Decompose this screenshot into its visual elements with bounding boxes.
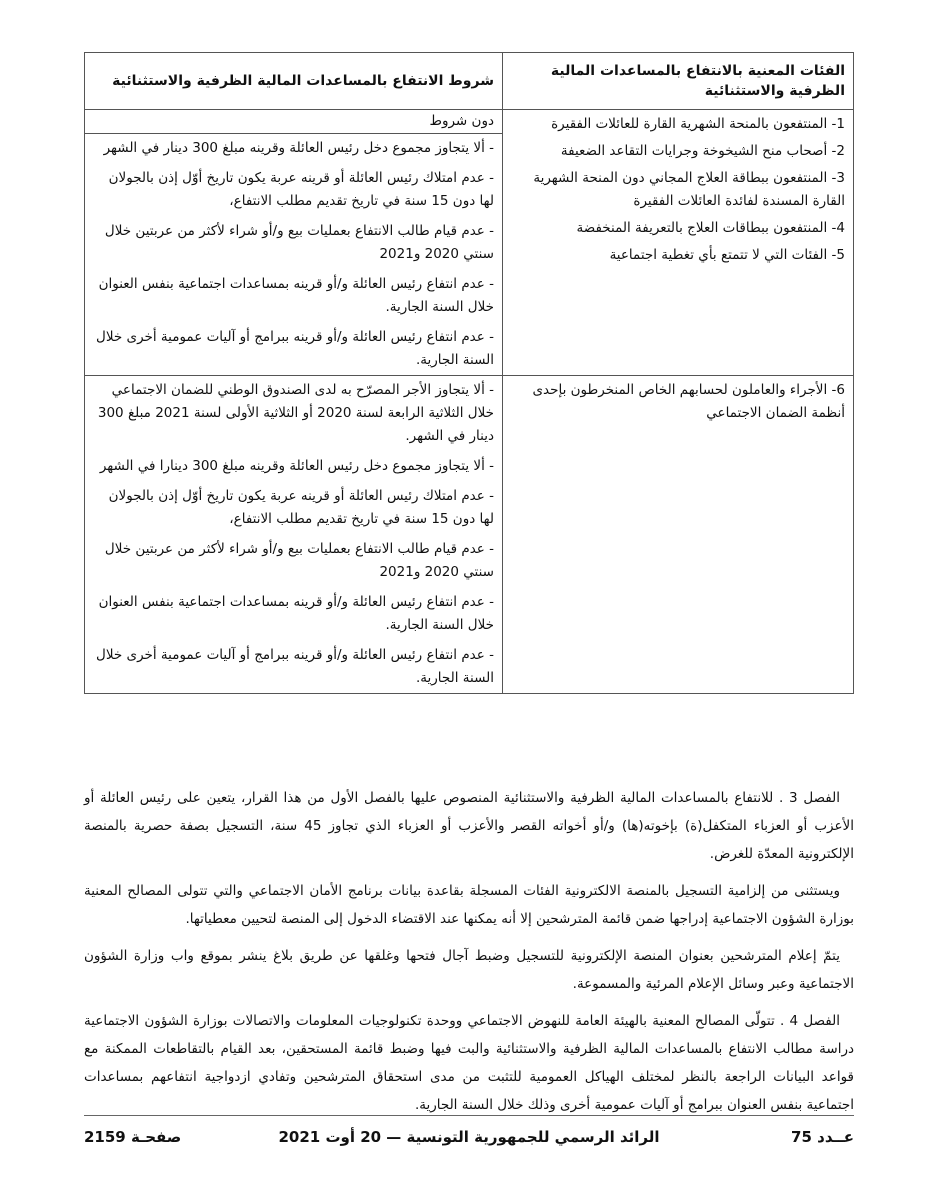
article-paragraph: الفصل 3 . للانتفاع بالمساعدات المالية الظرفية والاستثنائية المنصوص عليها بالفصل الأول من هذا القرار، يتعين على رئيس العائلة أو الأعزب أو العزباء المتكفل(ة) بإخوته(ها) و/أو أخواته القصر والأعزب أو العزباء الذي تجاوز 45 سنة، التسجيل بصفة حصرية بالمنصة الإلكترونية المعدّة للغرض.: [84, 790, 854, 862]
article-paragraph: ويستثنى من إلزامية التسجيل بالمنصة الالكترونية الفئات المسجلة بقاعدة بيانات برنامج الأمان الاجتماعي والتي تتولى المصالح المعنية بوزارة الشؤون الاجتماعية إدراجها ضمن قائمة المترشحين إلا أنه يمكنها عند الاقتضاء الدخول إلى المنصة لتحيين معطياتها.: [84, 883, 854, 927]
page-footer: [84, 1122, 854, 1152]
issue-number: عــدد 75: [791, 1128, 854, 1146]
footer-divider: [84, 1115, 854, 1116]
category-item: 1- المنتفعون بالمنحة الشهرية القارة للعائلات الفقيرة: [551, 116, 845, 132]
condition-item: - ألا يتجاوز مجموع دخل رئيس العائلة وقرينه مبلغ 300 دينار في الشهر: [103, 140, 494, 156]
conditions-cell: [85, 110, 503, 376]
condition-item: - ألا يتجاوز مجموع دخل رئيس العائلة وقرينه مبلغ 300 دينارا في الشهر: [99, 458, 494, 474]
condition-item: - عدم انتفاع رئيس العائلة و/أو قرينه بمساعدات اجتماعية بنفس العنوان خلال السنة الجارية.: [98, 276, 494, 315]
eligibility-table: [84, 52, 854, 694]
condition-item: - عدم انتفاع رئيس العائلة و/أو قرينه بمساعدات اجتماعية بنفس العنوان خلال السنة الجارية.: [98, 594, 494, 633]
condition-item: - ألا يتجاوز الأجر المصرّح به لدى الصندوق الوطني للضمان الاجتماعي خلال الثلاثية الرابعة لسنة 2020 أو الثلاثية الأولى لسنة 2021 مبلغ 300 دينار في الشهر.: [97, 382, 494, 444]
category-item: 6- الأجراء والعاملون لحسابهم الخاص المنخرطون بإحدى أنظمة الضمان الاجتماعي: [532, 382, 845, 421]
article-paragraph: يتمّ إعلام المترشحين بعنوان المنصة الإلكترونية للتسجيل وضبط آجال فتحها وغلقها عن طريق بلاغ ينشر بموقع واب وزارة الشؤون الاجتماعية وعبر وسائل الإعلام المرئية والمسموعة.: [84, 948, 854, 992]
table-row: [85, 110, 854, 376]
conditions-cell: [85, 376, 503, 694]
category-item: 3- المنتفعون ببطاقة العلاج المجاني دون المنحة الشهرية القارة المسندة لفائدة العائلات الفقيرة: [533, 170, 845, 209]
category-item: 5- الفئات التي لا تتمتع بأي تغطية اجتماعية: [609, 247, 845, 263]
category-item: 2- أصحاب منح الشيخوخة وجرايات التقاعد الضعيفة: [560, 143, 845, 159]
categories-cell: [503, 110, 854, 376]
condition-item: - عدم قيام طالب الانتفاع بعمليات بيع و/أو شراء لأكثر من عربتين خلال سنتي 2020 و2021: [104, 223, 494, 262]
table-header-row: [85, 53, 854, 110]
condition-item: - عدم انتفاع رئيس العائلة و/أو قرينه ببرامج أو آليات عمومية أخرى خلال السنة الجارية.: [96, 647, 494, 686]
table-row: [85, 376, 854, 694]
page-number: صفحـة 2159: [84, 1128, 182, 1146]
condition-item: - عدم انتفاع رئيس العائلة و/أو قرينه ببرامج أو آليات عمومية أخرى خلال السنة الجارية.: [96, 329, 494, 368]
header-conditions: شروط الانتفاع بالمساعدات المالية الظرفية والاستثنائية: [85, 53, 503, 110]
condition-item: - عدم امتلاك رئيس العائلة أو قرينه عربة يكون تاريخ أوّل إذن بالجولان لها دون 15 سنة في تاريخ تقديم مطلب الانتفاع،: [108, 170, 494, 209]
journal-title: الرائد الرسمي للجمهورية التونسية — 20 أوت 2021: [278, 1128, 660, 1146]
no-conditions: دون شروط: [85, 110, 502, 134]
articles-body: [84, 784, 854, 1128]
condition-item: - عدم امتلاك رئيس العائلة أو قرينه عربة يكون تاريخ أوّل إذن بالجولان لها دون 15 سنة في تاريخ تقديم مطلب الانتفاع،: [108, 488, 494, 527]
header-categories: الفئات المعنية بالانتفاع بالمساعدات المالية الظرفية والاستثنائية: [503, 53, 854, 110]
condition-item: - عدم قيام طالب الانتفاع بعمليات بيع و/أو شراء لأكثر من عربتين خلال سنتي 2020 و2021: [104, 541, 494, 580]
categories-cell: [503, 376, 854, 694]
article-paragraph: الفصل 4 . تتولّى المصالح المعنية بالهيئة العامة للنهوض الاجتماعي ووحدة تكنولوجيات المعلومات والاتصالات بوزارة الشؤون الاجتماعية دراسة مطالب الانتفاع بالمساعدات المالية الظرفية والاستثنائية والبت فيها وضبط قائمة المستحقين، بعد القيام بالتقاطعات الممكنة مع قواعد البيانات الراجعة بالنظر لمختلف الهياكل العمومية للتثبت من مدى استحقاق المترشحين وتفادي ازدواجية انتفاعهم بمساعدات اجتماعية بنفس العنوان ببرامج أو آليات عمومية أخرى وذلك خلال السنة الجارية.: [84, 1013, 854, 1113]
category-item: 4- المنتفعون ببطاقات العلاج بالتعريفة المنخفضة: [576, 220, 845, 236]
